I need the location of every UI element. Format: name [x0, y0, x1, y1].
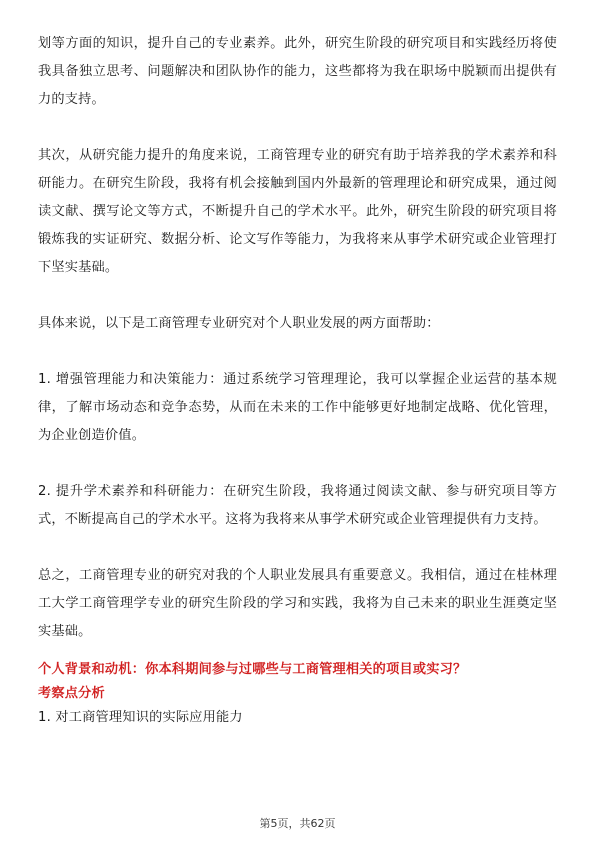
- question-title: 个人背景和动机：你本科期间参与过哪些与工商管理相关的项目或实习？: [38, 662, 467, 677]
- body-paragraph-6: 总之，工商管理专业的研究对我的个人职业发展具有重要意义。我相信，通过在桂林理工大学工商管理学专业的研究生阶段的学习和实践，我将为自己未来的职业生涯奠定坚实基础。: [38, 568, 557, 639]
- body-paragraph-2: 其次，从研究能力提升的角度来说，工商管理专业的研究有助于培养我的学术素养和科研能力。在研究生阶段，我将有机会接触到国内外最新的管理理论和研究成果，通过阅读文献、撰写论文等方式，不断提升自己的学术水平。此外，研究生阶段的研究项目将锻炼我的实证研究、数据分析、论文写作等能力，为我将来从事学术研究或企业管理打下坚实基础。: [38, 148, 557, 275]
- body-paragraph-5: 2. 提升学术素养和科研能力：在研究生阶段，我将通过阅读文献、参与研究项目等方式，不断提高自己的学术水平。这将为我将来从事学术研究或企业管理提供有力支持。: [38, 484, 557, 527]
- analysis-heading: 考察点分析: [38, 686, 105, 701]
- page-number-footer: 第5页，共62页: [259, 817, 336, 830]
- body-paragraph-4: 1. 增强管理能力和决策能力：通过系统学习管理理论，我可以掌握企业运营的基本规律，了解市场动态和竞争态势，从而在未来的工作中能够更好地制定战略、优化管理，为企业创造价值。: [38, 372, 557, 443]
- body-paragraph-3: 具体来说，以下是工商管理专业研究对个人职业发展的两方面帮助：: [38, 316, 440, 331]
- analysis-point-1: 1. 对工商管理知识的实际应用能力: [38, 710, 243, 725]
- body-paragraph-1: 划等方面的知识，提升自己的专业素养。此外，研究生阶段的研究项目和实践经历将使我具备独立思考、问题解决和团队协作的能力，这些都将为我在职场中脱颖而出提供有力的支持。: [38, 36, 557, 107]
